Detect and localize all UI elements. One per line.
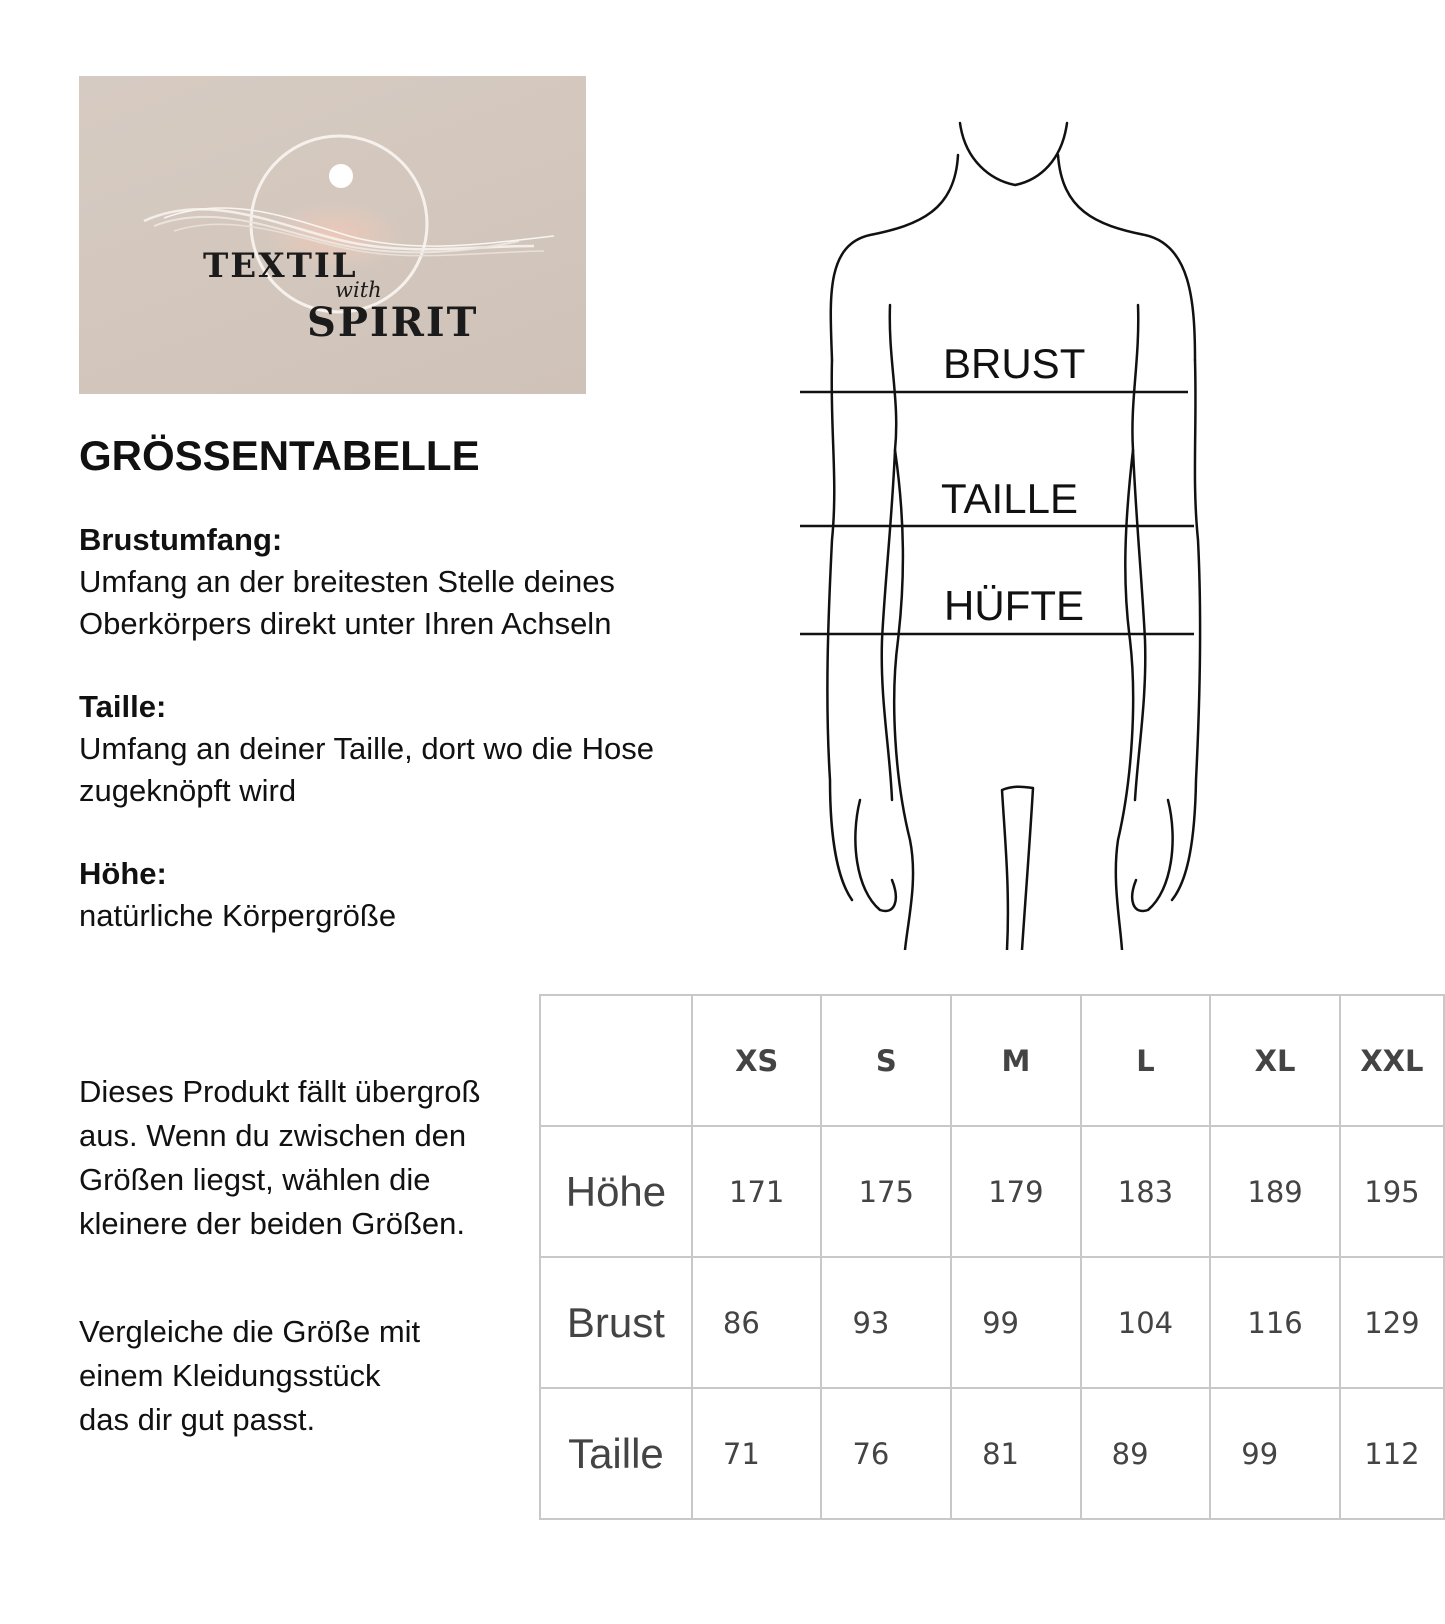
definition-head: Brustumfang: <box>79 522 283 557</box>
label-hip: HÜFTE <box>944 582 1084 629</box>
table-cell: 76 <box>821 1388 951 1519</box>
fit-note <box>79 1070 549 1246</box>
logo-text-with: with <box>335 278 382 302</box>
definition-text: zugeknöpft wird <box>79 773 297 808</box>
table-cell: 89 <box>1081 1388 1211 1519</box>
table-cell: 99 <box>951 1257 1081 1388</box>
note-line: kleinere der beiden Größen. <box>79 1206 466 1241</box>
table-cell: 104 <box>1081 1257 1211 1388</box>
table-cell: 179 <box>951 1126 1081 1257</box>
definition-waist <box>79 686 779 812</box>
label-chest: BRUST <box>943 340 1086 387</box>
compare-note <box>79 1310 549 1442</box>
definition-chest <box>79 519 779 645</box>
note-line: das dir gut passt. <box>79 1402 316 1437</box>
note-line: Vergleiche die Größe mit <box>79 1314 421 1349</box>
row-label: Taille <box>540 1388 692 1519</box>
table-cell: 129 <box>1340 1257 1444 1388</box>
definition-head: Höhe: <box>79 856 167 891</box>
note-line: einem Kleidungsstück <box>79 1358 381 1393</box>
measurement-lines <box>800 100 1240 950</box>
table-cell: 81 <box>951 1388 1081 1519</box>
table-row <box>540 1388 1444 1519</box>
body-measurement-figure <box>800 100 1240 950</box>
table-cell: 195 <box>1340 1126 1444 1257</box>
table-row <box>540 1257 1444 1388</box>
logo-graphic <box>79 76 586 394</box>
table-cell: 183 <box>1081 1126 1211 1257</box>
definition-text: Oberkörpers direkt unter Ihren Achseln <box>79 606 612 641</box>
page-title: GRÖSSENTABELLE <box>79 432 480 479</box>
table-cell: 112 <box>1340 1388 1444 1519</box>
table-cell: 189 <box>1210 1126 1340 1257</box>
logo-text-textil: TEXTIL <box>203 246 358 286</box>
definition-text: natürliche Körpergröße <box>79 898 397 933</box>
definition-head: Taille: <box>79 689 167 724</box>
definition-text: Umfang an deiner Taille, dort wo die Hose <box>79 731 654 766</box>
size-header: XL <box>1210 995 1340 1126</box>
logo-sun <box>329 164 353 188</box>
note-line: Größen liegst, wählen die <box>79 1162 431 1197</box>
size-header: M <box>951 995 1081 1126</box>
label-waist: TAILLE <box>941 475 1078 522</box>
table-corner-cell <box>540 995 692 1126</box>
table-cell: 99 <box>1210 1388 1340 1519</box>
table-cell: 86 <box>692 1257 822 1388</box>
table-cell: 171 <box>692 1126 822 1257</box>
logo-text-spirit: SPIRIT <box>307 299 479 346</box>
size-table <box>539 994 1445 1520</box>
table-cell: 71 <box>692 1388 822 1519</box>
size-header: XXL <box>1340 995 1444 1126</box>
table-header-row <box>540 995 1444 1126</box>
table-cell: 116 <box>1210 1257 1340 1388</box>
table-row <box>540 1126 1444 1257</box>
brand-logo <box>79 76 586 394</box>
row-label: Brust <box>540 1257 692 1388</box>
definition-height <box>79 853 779 937</box>
note-line: Dieses Produkt fällt übergroß <box>79 1074 481 1109</box>
definition-text: Umfang an der breitesten Stelle deines <box>79 564 615 599</box>
size-header: XS <box>692 995 822 1126</box>
note-line: aus. Wenn du zwischen den <box>79 1118 467 1153</box>
table-cell: 175 <box>821 1126 951 1257</box>
size-header: S <box>821 995 951 1126</box>
table-cell: 93 <box>821 1257 951 1388</box>
size-header: L <box>1081 995 1211 1126</box>
row-label: Höhe <box>540 1126 692 1257</box>
